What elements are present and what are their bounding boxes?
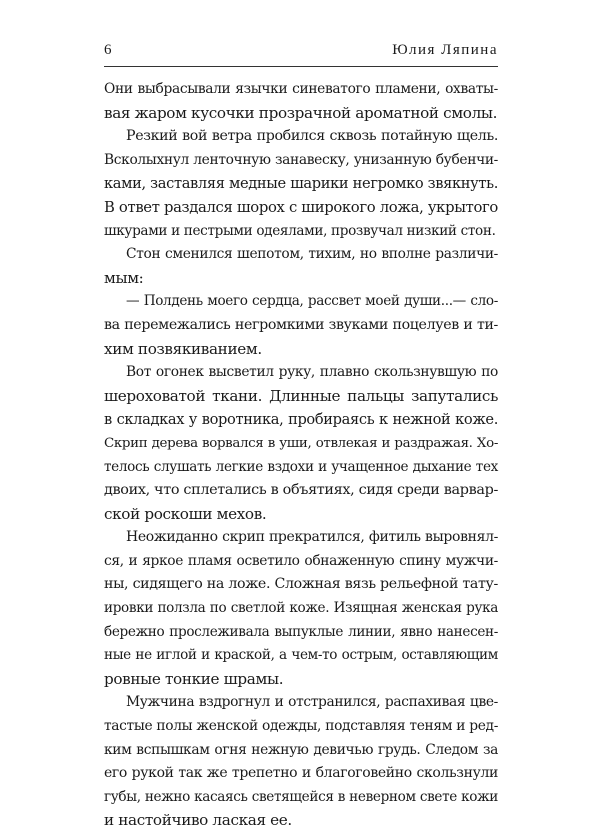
page-header [104,42,498,66]
text-line: вая жаром кусочки прозрачной ароматной смолы. [104,103,498,122]
text-line: ировки ползла по светлой коже. Изящная женская рука [104,600,498,617]
text-line: Вот огонек высветил руку, плавно скользнувшую по [126,364,498,381]
text-line: тастые полы женской одежды, подставляя теням и ред- [104,718,498,735]
text-line: ны, сидящего на ложе. Сложная вязь рельефной тату- [104,576,498,593]
text-line: ва перемежались негромкими звуками поцелуев и ти- [104,316,498,333]
text-line: Они выбрасывали язычки синеватого пламени, охваты- [104,81,498,97]
header-rule [104,66,498,67]
text-line: Неожиданно скрип прекратился, фитиль выровнял- [126,529,498,546]
text-line: ской роскоши мехов. [104,504,267,523]
text-line: ками, заставляя медные шарики негромко звякнуть. [104,175,498,193]
text-line: ные не иглой и краской, а чем-то острым, оставляющим [104,647,498,664]
text-line: его рукой так же трепетно и благоговейно скользнули [104,765,498,782]
text-line: ся, и яркое пламя осветило обнаженную спину мужчи- [104,552,498,569]
text-line: и настойчиво лаская ее. [104,811,292,830]
running-head-author: Юлия Ляпина [392,42,498,58]
text-line: шероховатой ткани. Длинные пальцы запутались [104,386,498,405]
text-line: шкурами и пестрыми одеялами, прозвучал низкий стон. [104,222,496,239]
text-line: бережно прослеживала выпуклые линии, явно нанесен- [104,623,498,640]
text-line: ким вспышкам огня нежную девичью грудь. Следом за [104,741,498,758]
text-line: Резкий вой ветра пробился сквозь потайную щель. [126,128,498,145]
page-number: 6 [104,42,112,58]
text-line: В ответ раздался шорох с широкого ложа, укрытого [104,198,498,216]
text-line: телось слушать легкие вздохи и учащенное дыхание тех [104,458,498,475]
text-line: мым: [104,268,144,287]
text-line: Скрип дерева ворвался в уши, отвлекая и раздражая. Хо- [104,435,498,451]
text-line: Всколыхнул ленточную занавеску, унизанную бубенчи- [104,151,498,168]
text-line: в складках у воротника, пробираясь к нежной коже. [104,411,498,429]
text-line: хим позвякиванием. [104,339,262,358]
body-text [104,78,498,833]
text-line: ровные тонкие шрамы. [104,669,284,688]
text-line: двоих, что сплетались в объятиях, сидя среди варвар- [104,482,498,499]
text-line: губы, нежно касаясь светящейся в неверном свете кожи [104,788,498,805]
text-line: — Полдень моего сердца, рассвет моей души...— сло- [126,293,498,310]
text-line: Стон сменился шепотом, тихим, но вполне различи- [126,246,498,263]
text-line: Мужчина вздрогнул и отстранился, распахивая цве- [126,694,498,711]
